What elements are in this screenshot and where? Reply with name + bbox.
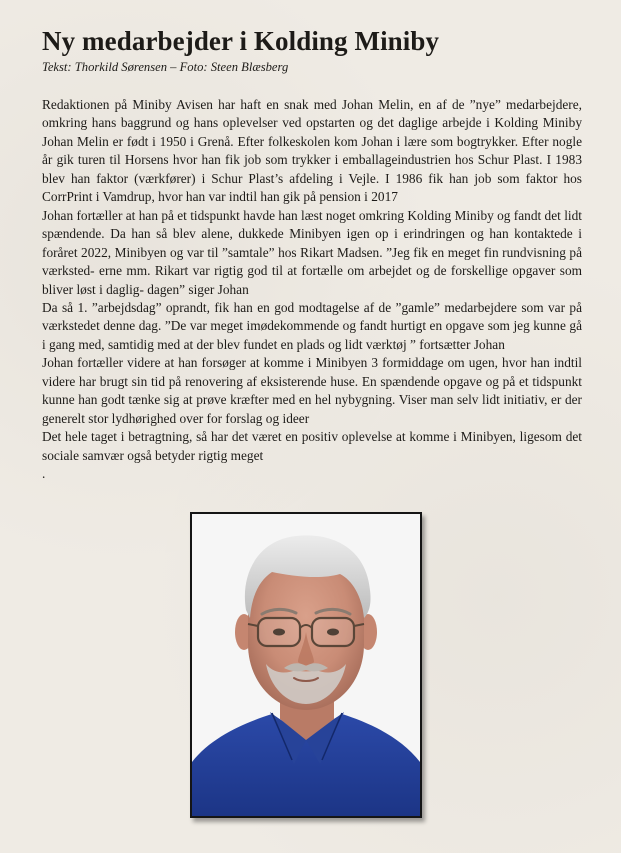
body-paragraph: Redaktionen på Miniby Avisen har haft en snak med Johan Melin, en af de ”nye” medarbejdere, omkring hans baggrund og hans oplevelser ved opstarten og det daglige arbejde i Kolding Miniby Johan Melin er født i 1950 i Grenå. Efter folkeskolen kom Johan i lære som bogtrykker. Efter nogle år gik turen til Horsens hvor han fik job som trykker i emballageindustrien hos Schur Plast. I 1983 blev han faktor (værkfører) i Schur Plast’s afdeling i Vejle. I 1986 fik han job som faktor hos CorrPrint i Vamdrup, hvor han var indtil han gik på pension i 2017 [42, 97, 582, 205]
body-paragraph: Johan fortæller at han på et tidspunkt havde han læst noget omkring Kolding Miniby og fandt det lidt spændende. Da han så blev alene, dukkede Minibyen igen op i erindringen og han kontaktede i foråret 2022, Minibyen og var til ”samtale” hos Rikart Madsen. ”Jeg fik en meget fin rundvisning på værksted- erne mm. Rikart var rigtig god til at fortælle om arbejdet og de forskellige opgaver som bliver løst i daglig- dagen” siger Johan [42, 207, 582, 297]
portrait-photo [190, 512, 422, 818]
body-paragraph: . [42, 466, 46, 482]
article-byline: Tekst: Thorkild Sørensen – Foto: Steen Blæsberg [42, 60, 289, 74]
body-paragraph: Da så 1. ”arbejdsdag” oprandt, fik han en god modtagelse af de ”gamle” medarbejdere som var på værkstedet denne dag. ”De var meget imødekommende og fandt hurtigt en opgave som jeg kunne gå i gang med, samtidig med at der blev fundet en plads og lidt værktøj ” fortsætter Johan [42, 299, 582, 352]
body-paragraph: Det hele taget i betragtning, så har det været en positiv oplevelse at komme i Minibyen, ligesom det sociale samvær også betyder rigtig meget [42, 429, 582, 463]
article-body [42, 96, 582, 484]
portrait-illustration [192, 514, 420, 816]
body-paragraph: Johan fortæller videre at han forsøger at komme i Minibyen 3 formiddage om ugen, hvor han indtil videre har brugt sin tid på renovering af eksisterende huse. En spændende opgave og på et tidspunkt kunne han godt tænke sig at prøve kræfter med en hel nybygning. Viser man selv lidt initiativ, er der generelt stor lydhørighed over for forslag og ideer [42, 355, 582, 426]
article-title: Ny medarbejder i Kolding Miniby [42, 26, 440, 56]
